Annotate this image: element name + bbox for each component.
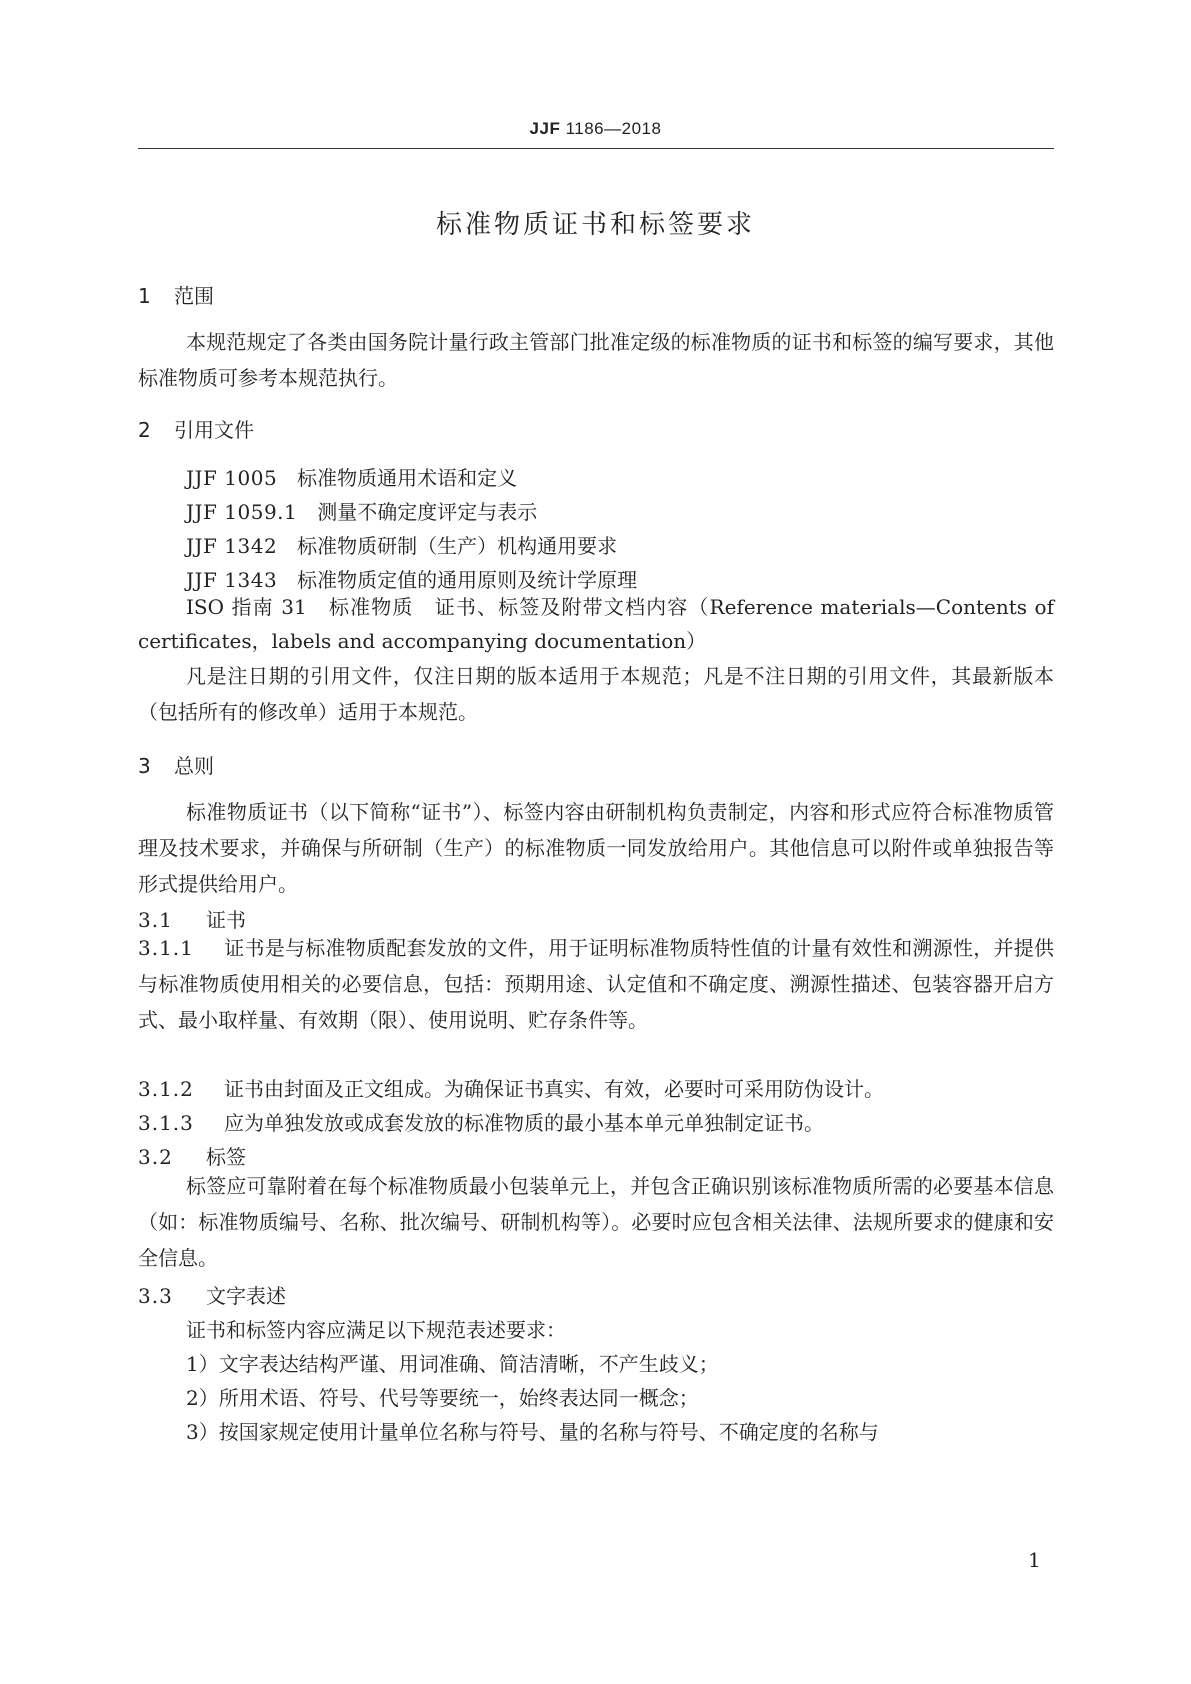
clause-text: 证书是与标准物质配套发放的文件，用于证明标准物质特性值的计量有效性和溯源性，并提供与标准物质使用相关的必要信息，包括：预期用途、认定值和不确定度、溯源性描述、包装容器开启方式、最小取样量、有效期（限）、使用说明、贮存条件等。 (138, 936, 1054, 1032)
iso-reference: ISO 指南 31 标准物质 证书、标签及附带文档内容（Reference materials—Contents of certificates，labels and accompanying documentation） (138, 595, 1054, 653)
clause-number: 3.1.2 (138, 1077, 194, 1101)
subsection-3-2-paragraph: 标签应可靠附着在每个标准物质最小包装单元上，并包含正确识别该标准物质所需的必要基本信息（如：标准物质编号、名称、批次编号、研制机构等）。必要时应包含相关法律、法规所要求的健康和安全信息。 (138, 1174, 1054, 1270)
reference-item (186, 496, 537, 525)
reference-item (186, 530, 617, 559)
subsection-title: 标签 (206, 1145, 246, 1169)
subsection-number: 3.1 (138, 908, 173, 932)
section-title: 引用文件 (174, 418, 254, 442)
clause-text: 应为单独发放或成套发放的标准物质的最小基本单元单独制定证书。 (224, 1111, 824, 1135)
subsection-3-3-heading (138, 1280, 286, 1309)
section-1-paragraph: 本规范规定了各类由国务院计量行政主管部门批准定级的标准物质的证书和标签的编写要求，其他标准物质可参考本规范执行。 (138, 330, 1054, 390)
running-header (0, 119, 1191, 139)
clause-number: 3.1.3 (138, 1111, 194, 1135)
clause-3-1-3 (138, 1107, 824, 1136)
subsection-title: 文字表述 (206, 1284, 286, 1308)
list-item: 2）所用术语、符号、代号等要统一，始终表达同一概念； (186, 1386, 699, 1410)
reference-item (186, 462, 517, 491)
page-title: 标准物质证书和标签要求 (435, 210, 755, 240)
list-item: 3）按国家规定使用计量单位名称与符号、量的名称与符号、不确定度的名称与 (186, 1420, 879, 1444)
reference-title: 标准物质研制（生产）机构通用要求 (297, 534, 618, 558)
reference-code: JJF 1343 (186, 568, 278, 592)
section-3-paragraph: 标准物质证书（以下简称“证书”）、标签内容由研制机构负责制定，内容和形式应符合标准物质管理及技术要求，并确保与所研制（生产）的标准物质一同发放给用户。其他信息可以附件或单独报告等形式提供给用户。 (138, 800, 1054, 896)
reference-code: JJF 1059.1 (186, 500, 298, 524)
clause-3-1-1 (138, 930, 1054, 1038)
section-2-note: 凡是注日期的引用文件，仅注日期的版本适用于本规范；凡是不注日期的引用文件，其最新版本（包括所有的修改单）适用于本规范。 (138, 664, 1054, 724)
section-3-heading (138, 750, 214, 779)
section-number: 1 (138, 284, 151, 308)
section-title: 总则 (174, 754, 214, 778)
list-item: 1）文字表达结构严谨、用词准确、简洁清晰，不产生歧义； (186, 1352, 719, 1376)
reference-item (186, 564, 637, 593)
subsection-3-3-intro: 证书和标签内容应满足以下规范表述要求： (186, 1318, 566, 1342)
section-number: 2 (138, 418, 151, 442)
clause-3-1-2 (138, 1073, 884, 1102)
section-1-heading (138, 280, 214, 309)
subsection-title: 证书 (206, 908, 246, 932)
reference-title: 标准物质定值的通用原则及统计学原理 (297, 568, 638, 592)
clause-text: 证书由封面及正文组成。为确保证书真实、有效，必要时可采用防伪设计。 (224, 1077, 884, 1101)
clause-number: 3.1.1 (138, 936, 194, 960)
header-number: 1186—2018 (565, 119, 662, 138)
section-2-heading (138, 414, 254, 443)
subsection-3-1-heading (138, 904, 246, 933)
section-title: 范围 (174, 284, 214, 308)
subsection-number: 3.3 (138, 1284, 173, 1308)
reference-code: JJF 1005 (186, 466, 278, 490)
reference-code: JJF 1342 (186, 534, 278, 558)
reference-title: 测量不确定度评定与表示 (317, 500, 538, 524)
section-number: 3 (138, 754, 151, 778)
header-prefix: JJF (529, 119, 561, 138)
page-number: 1 (1028, 1548, 1041, 1572)
header-rule (138, 148, 1054, 149)
subsection-number: 3.2 (138, 1145, 173, 1169)
subsection-3-2-heading (138, 1141, 246, 1170)
reference-title: 标准物质通用术语和定义 (297, 466, 518, 490)
